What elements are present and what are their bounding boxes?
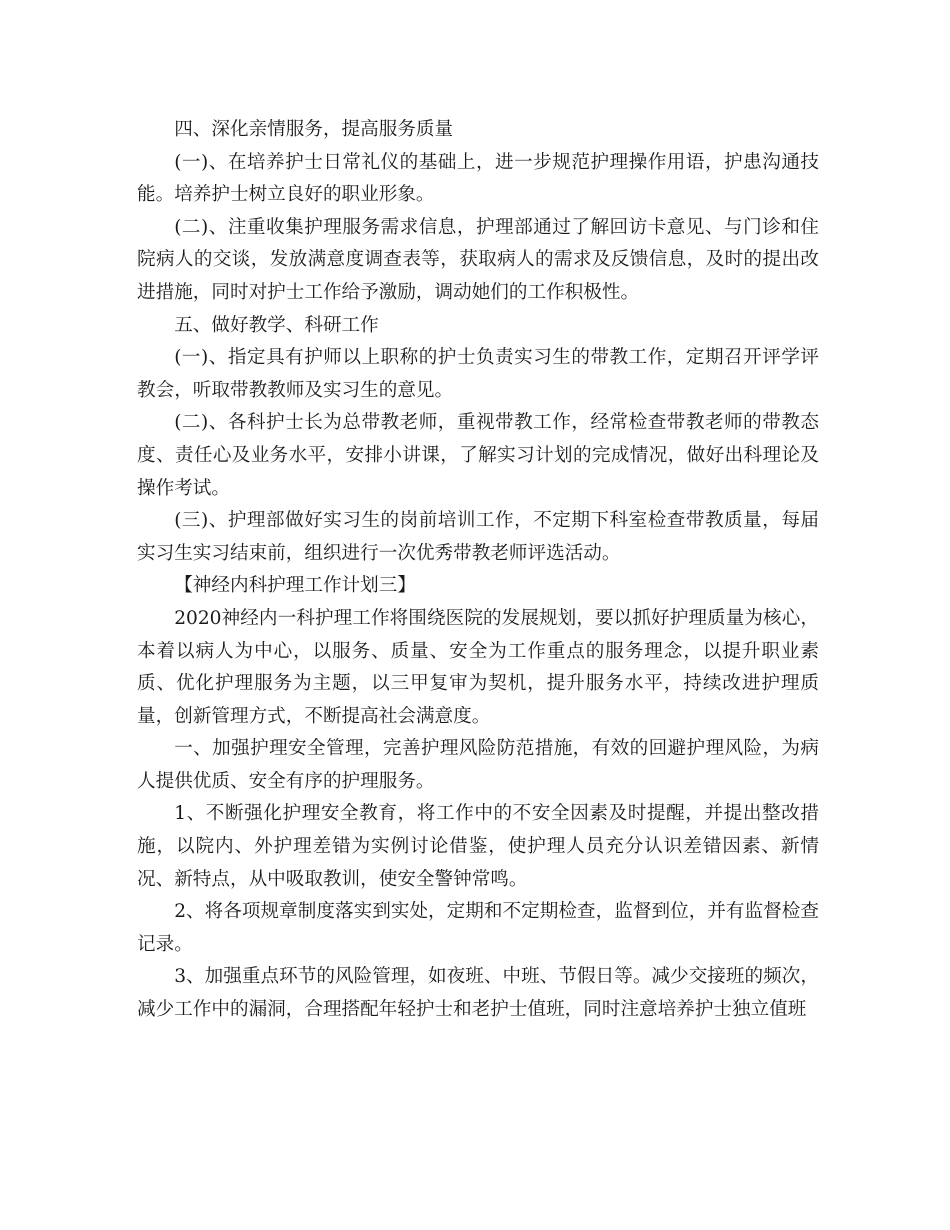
section-heading: 五、做好教学、科研工作	[174, 314, 379, 336]
plan-title: 【神经内科护理工作计划三】	[174, 575, 416, 597]
paragraph: (一)、在培养护士日常礼仪的基础上，进一步规范护理操作用语，护患沟通技能。培养护士树立良好的职业形象。	[137, 151, 819, 206]
paragraph: (二)、各科护士长为总带教老师，重视带教工作，经常检查带教老师的带教态度、责任心及业务水平，安排小讲课，了解实习计划的完成情况，做好出科理论及操作考试。	[137, 412, 819, 499]
paragraph: (一)、指定具有护师以上职称的护士负责实习生的带教工作，定期召开评学评教会，听取带教教师及实习生的意见。	[137, 347, 819, 401]
paragraph: (三)、护理部做好实习生的岗前培训工作，不定期下科室检查带教质量，每届实习生实习结束前，组织进行一次优秀带教老师评选活动。	[137, 510, 819, 564]
paragraph: 2、将各项规章制度落实到实处，定期和不定期检查，监督到位，并有监督检查记录。	[137, 901, 819, 955]
paragraph: 2020神经内一科护理工作将围绕医院的发展规划，要以抓好护理质量为核心，本着以病人为中心，以服务、质量、安全为工作重点的服务理念，以提升职业素质、优化护理服务为主题，以三甲复审为契机，提升服务水平，持续改进护理质量，创新管理方式，不断提高社会满意度。	[137, 607, 819, 727]
paragraph: 1、不断强化护理安全教育，将工作中的不安全因素及时提醒，并提出整改措施，以院内、外护理差错为实例讨论借鉴，使护理人员充分认识差错因素、新情况、新特点，从中吸取教训，使安全警钟常鸣。	[137, 803, 819, 890]
section-heading: 一、加强护理安全管理，完善护理风险防范措施，有效的回避护理风险，为病人提供优质、安全有序的护理服务。	[137, 738, 819, 792]
section-heading: 四、深化亲情服务，提高服务质量	[174, 119, 454, 140]
document-body	[137, 114, 819, 1027]
paragraph: (二)、注重收集护理服务需求信息，护理部通过了解回访卡意见、与门诊和住院病人的交谈，发放满意度调查表等，获取病人的需求及反馈信息，及时的提出改进措施，同时对护士工作给予激励，调动她们的工作积极性。	[137, 216, 819, 303]
paragraph: 3、加强重点环节的风险管理，如夜班、中班、节假日等。减少交接班的频次，减少工作中的漏洞，合理搭配年轻护士和老护士值班，同时注意培养护士独立值班	[137, 966, 819, 1021]
